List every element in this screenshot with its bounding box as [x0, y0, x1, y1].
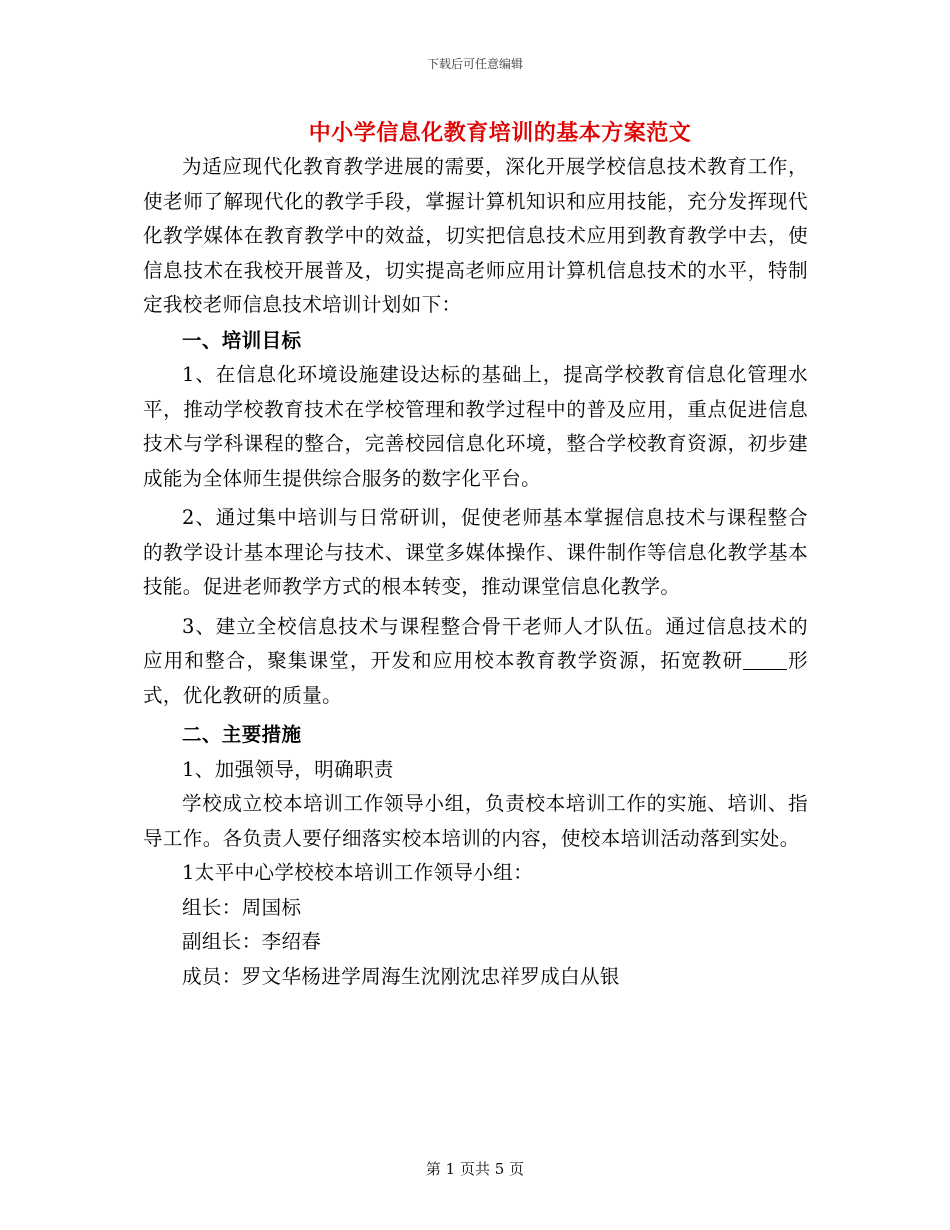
section-heading-measures: 二、主要措施 [182, 723, 302, 746]
group-leader: 组长：周国标 [182, 895, 302, 919]
section-heading-goals: 一、培训目标 [182, 328, 302, 352]
group-members: 成员：罗文华杨进学周海生沈刚沈忠祥罗成白从银 [182, 964, 620, 988]
goal-item-3-text-before: 3、建立全校信息技术与课程整合骨干老师人才队伍。通过信息技术的应用和整合，聚集课堂，开发和应用校本教育教学资源，拓宽教研 [143, 614, 808, 672]
document-title: 中小学信息化教育培训的基本方案范文 [308, 120, 692, 146]
fill-in-blank [743, 649, 787, 670]
group-vice-leader: 副组长：李绍春 [182, 930, 322, 953]
goal-item-3-text-after: 形式，优化教研的质量。 [143, 649, 808, 707]
group-title: 1太平中心学校校本培训工作领导小组： [182, 861, 534, 884]
intro-paragraph: 为适应现代化教育教学进展的需要，深化开展学校信息技术教育工作，使老师了解现代化的教学手段，掌握计算机知识和应用技能，充分发挥现代化教学媒体在教育教学中的效益，切实把信息技术应用到教育教学中去，使信息技术在我校开展普及，切实提高老师应用计算机信息技术的水平，特制定我校老师信息技术培训计划如下： [143, 155, 808, 316]
measure-subheading-1: 1、加强领导，明确职责 [182, 757, 394, 781]
goal-item-1: 1、在信息化环境设施建设达标的基础上，提高学校教育信息化管理水平，推动学校教育技术在学校管理和教学过程中的普及应用，重点促进信息技术与学科课程的整合，完善校园信息化环境，整合学校教育资源，初步建成能为全体师生提供综合服务的数字化平台。 [143, 363, 808, 490]
document-body [143, 150, 808, 994]
header-note: 下载后可任意编辑 [426, 57, 523, 71]
goal-item-3 [143, 610, 808, 714]
measure-paragraph-1: 学校成立校本培训工作领导小组，负责校本培训工作的实施、培训、指导工作。各负责人要仔细落实校本培训的内容，使校本培训活动落到实处。 [143, 792, 808, 850]
page-footer: 第 1 页共 5 页 [425, 1160, 525, 1178]
goal-item-2: 2、通过集中培训与日常研训，促使老师基本掌握信息技术与课程整合的教学设计基本理论与技术、课堂多媒体操作、课件制作等信息化教学基本技能。促进老师教学方式的根本转变，推动课堂信息化教学。 [143, 506, 808, 598]
